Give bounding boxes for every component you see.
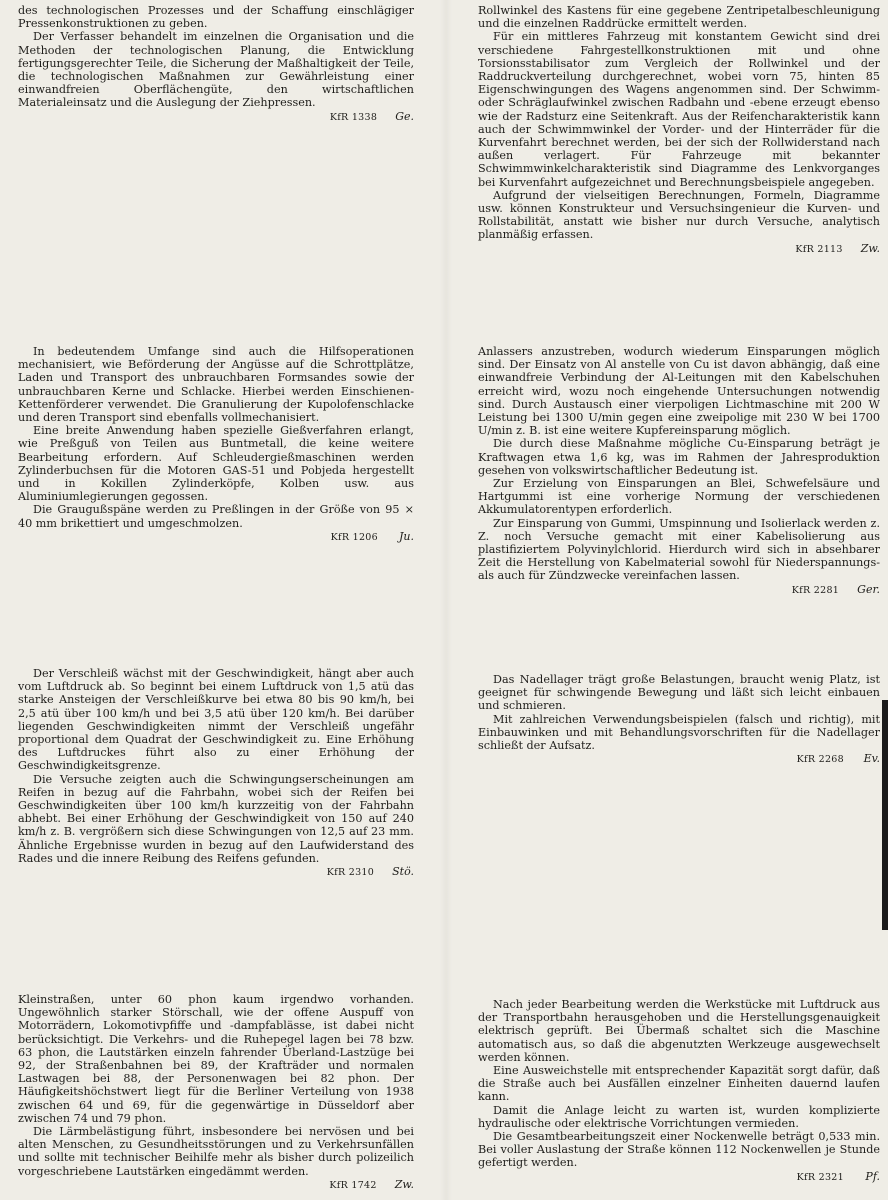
- abstract-paragraph: Das Nadellager trägt große Belastungen, braucht wenig Platz, ist geeignet für schwingende Bewegung und läßt sich leicht einbauen und schmieren.: [478, 673, 880, 713]
- reference-signature: [478, 583, 880, 597]
- reference-code: KfR 1338: [329, 111, 378, 123]
- author-initials: Zw.: [860, 241, 880, 255]
- abstract-paragraph: Die Lärmbelästigung führt, insbesondere bei nervösen und bei alten Menschen, zu Gesundheitsstörungen und zu Verkehrsunfällen und sollte mit technischer Beihilfe mehr als bisher durch polizeilich vorgeschriebene Lautstärken eingedämmt werden.: [18, 1125, 414, 1178]
- reference-signature: [18, 530, 414, 544]
- abstract-paragraph: Nach jeder Bearbeitung werden die Werkstücke mit Luftdruck aus der Transportbahn herausgehoben und die Herstellungsgenauigkeit elektrisch geprüft. Bei Übermaß schaltet sich die Maschine automatisch aus, so daß die abgenutzten Werkzeuge ausgewechselt werden können.: [478, 998, 880, 1064]
- reference-code: KfR 2113: [795, 243, 843, 255]
- abstract-paragraph: Anlassers anzustreben, wodurch wiederum Einsparungen möglich sind. Der Einsatz von Al anstelle von Cu ist davon abhängig, daß eine einwandfreie Verbindung der Al-Leitungen mit den Kabelschuhen erreicht wird, wozu noch eingehende Untersuchungen notwendig sind. Durch Austausch einer vierpoligen Lichtmaschine mit 200 W Leistung bei 1300 U/min gegen eine zweipolige mit 230 W bei 1700 U/min z. B. ist eine weitere Kupfereinsparung möglich.: [478, 345, 880, 438]
- reference-code: KfR 1742: [329, 1179, 377, 1191]
- author-initials: Zw.: [394, 1177, 414, 1191]
- abstract-paragraph: des technologischen Prozesses und der Schaffung einschlägiger Pressenkonstruktionen zu geben.: [18, 4, 414, 31]
- author-initials: Ger.: [857, 582, 880, 596]
- abstract-paragraph: Die Versuche zeigten auch die Schwingungserscheinungen am Reifen in bezug auf die Fahrbahn, wobei sich der Reifen bei Geschwindigkeiten über 100 km/h kurzzeitig von der Fahrbahn abhebt. Bei einer Erhöhung der Geschwindigkeit von 150 auf 240 km/h z. B. vergrößern sich diese Schwingungen von 12,5 auf 23 mm. Ähnliche Ergebnisse wurden in bezug auf den Laufwiderstand des Rades und die innere Reibung des Reifens gefunden.: [18, 772, 414, 865]
- author-initials: Pf.: [865, 1169, 880, 1183]
- author-initials: Ge.: [395, 109, 414, 123]
- author-initials: Ev.: [863, 752, 880, 766]
- abstract-paragraph: Eine breite Anwendung haben spezielle Gießverfahren erlangt, wie Preßguß von Teilen aus Buntmetall, die keine weitere Bearbeitung erfordern. Auf Schleudergießmaschinen werden Zylinderbuchsen für die Motoren GAS-51 und Pobjeda hergestellt und in Kokillen Zylinderköpfe, Kolben usw. aus Aluminiumlegierungen gegossen.: [18, 424, 414, 504]
- abstract-paragraph: Die durch diese Maßnahme mögliche Cu-Einsparung beträgt je Kraftwagen etwa 1,6 kg, was im Rahmen der Jahresproduktion gesehen von volkswirtschaftlicher Bedeutung ist.: [478, 437, 880, 477]
- reference-code: KfR 2321: [796, 1171, 844, 1183]
- abstract-block-1: [18, 4, 414, 124]
- abstract-block-4: [478, 345, 880, 597]
- reference-signature: [478, 1170, 880, 1184]
- abstract-paragraph: Eine Ausweichstelle mit entsprechender Kapazität sorgt dafür, daß die Straße auch bei Ausfällen einzelner Einheiten dauernd laufen kann.: [478, 1064, 880, 1104]
- reference-code: KfR 2281: [791, 584, 840, 596]
- abstract-paragraph: Die Gesamtbearbeitungszeit einer Nockenwelle beträgt 0,533 min. Bei voller Auslastung der Straße können 112 Nockenwellen je Stunde gefertigt werden.: [478, 1130, 880, 1170]
- page-edge-dark: [882, 700, 888, 930]
- abstract-paragraph: Der Verschleiß wächst mit der Geschwindigkeit, hängt aber auch vom Luftdruck ab. So beginnt bei einem Luftdruck von 1,5 atü das starke Ansteigen der Verschleißkurve bei etwa 80 bis 90 km/h, bei 2,5 atü über 100 km/h und bei 3,5 atü über 120 km/h. Bei darüber liegenden Geschwindigkeiten nimmt der Verschleiß ungefähr proportional dem Quadrat der Geschwindigkeit zu. Eine Erhöhung des Luftdruckes führt also zu einer Erhöhung der Geschwindigkeitsgrenze.: [18, 667, 414, 773]
- author-initials: Stö.: [392, 865, 414, 879]
- abstract-paragraph: Aufgrund der vielseitigen Berechnungen, Formeln, Diagramme usw. können Konstrukteur und Versuchsingenieur die Kurven- und Rollstabilität, anstatt wie bisher nur durch Versuche, analytisch planmäßig erfassen.: [478, 188, 880, 242]
- abstract-block-6: [478, 673, 880, 766]
- reference-code: KfR 1206: [330, 531, 378, 543]
- reference-signature: [478, 752, 880, 766]
- reference-signature: [478, 242, 880, 256]
- reference-signature: [18, 110, 414, 124]
- abstract-block-3: [18, 345, 414, 544]
- reference-signature: [18, 1178, 414, 1192]
- abstract-paragraph: Für ein mittleres Fahrzeug mit konstantem Gewicht sind drei verschiedene Fahrgestellkonstruktionen mit und ohne Torsionsstabilisator zum Vergleich der Rollwinkel und der Raddruckverteilung durchgerechnet, wobei vorn 75, hinten 85 Eigenschwingungen des Wagens angenommen sind. Der Schwimm- oder Schräglaufwinkel zwischen Radbahn und -ebene erzeugt ebenso wie der Radsturz eine Seitenkraft. Aus der Reifencharakteristik kann auch der Schwimmwinkel der Vorder- und der Hinterräder für die Kurvenfahrt berechnet werden, bei der sich der Rollwiderstand nach außen verlagert. Für Fahrzeuge mit bekannter Schwimmwinkelcharakteristik sind Diagramme des Lenkvorganges bei Kurvenfahrt aufgezeichnet und Berechnungsbeispiele angegeben.: [478, 30, 880, 189]
- abstract-paragraph: In bedeutendem Umfange sind auch die Hilfsoperationen mechanisiert, wie Beförderung der Angüsse auf die Schrottplätze, Laden und Transport des unbrauchbaren Formsandes sowie der unbrauchbaren Kerne und Schlacke. Hierbei werden Einschienen-Kettenförderer verwendet. Die Granulierung der Kupolofenschlacke und deren Transport sind ebenfalls vollmechanisiert.: [18, 345, 414, 425]
- abstract-paragraph: Kleinstraßen, unter 60 phon kaum irgendwo vorhanden. Ungewöhnlich starker Störschall, wie der offene Auspuff von Motorrädern, Lokomotivpfiffe und -dampfablässe, ist dabei nicht berücksichtigt. Die Verkehrs- und die Ruhepegel lagen bei 78 bzw. 63 phon, die Lautstärken einzeln fahrender Überland-Lastzüge bei 92, der Straßenbahnen bei 89, der Krafträder und normalen Lastwagen bei 88, der Personenwagen bei 82 phon. Der Häufigkeitshöchstwert liegt für die Berliner Verteilung von 1938 zwischen 64 und 69, für die gegenwärtige in Düsseldorf aber zwischen 74 und 79 phon.: [18, 993, 414, 1125]
- reference-signature: [18, 865, 414, 879]
- abstract-paragraph: Damit die Anlage leicht zu warten ist, wurden komplizierte hydraulische oder elektrische Vorrichtungen vermieden.: [478, 1103, 880, 1130]
- abstract-paragraph: Zur Einsparung von Gummi, Umspinnung und Isolierlack werden z. Z. noch Versuche gemacht mit einer Kabelisolierung aus plastifiziertem Polyvinylchlorid. Hierdurch wird sich in absehbarer Zeit die Herstellung von Kabelmaterial sowohl für Niederspannungs- als auch für Zündzwecke vereinfachen lassen.: [478, 516, 880, 583]
- abstract-paragraph: Mit zahlreichen Verwendungsbeispielen (falsch und richtig), mit Einbauwinken und mit Behandlungsvorschriften für die Nadellager schließt der Aufsatz.: [478, 712, 880, 753]
- abstract-block-7: [18, 993, 414, 1192]
- abstract-paragraph: Zur Erzielung von Einsparungen an Blei, Schwefelsäure und Hartgummi ist eine vorherige Normung der verschiedenen Akkumulatorentypen erforderlich.: [478, 477, 880, 517]
- abstract-paragraph: Rollwinkel des Kastens für eine gegebene Zentripetalbeschleunigung und die einzelnen Raddrücke ermittelt werden.: [478, 4, 880, 31]
- abstract-block-5: [18, 667, 414, 879]
- abstract-paragraph: Der Verfasser behandelt im einzelnen die Organisation und die Methoden der technologischen Planung, die Entwicklung fertigungsgerechter Teile, die Sicherung der Maßhaltigkeit der Teile, die technologischen Maßnahmen zur Gewährleistung einer einwandfreien Oberflächengüte, den wirtschaftlichen Materialeinsatz und die Auslegung der Ziehpressen.: [18, 30, 414, 110]
- abstract-block-2: [478, 4, 880, 256]
- abstract-paragraph: Die Graugußspäne werden zu Preßlingen in der Größe von 95 × 40 mm brikettiert und umgeschmolzen.: [18, 503, 414, 530]
- reference-code: KfR 2310: [326, 867, 375, 879]
- page-gutter: [440, 0, 452, 1200]
- reference-code: KfR 2268: [796, 754, 844, 766]
- author-initials: Ju.: [399, 529, 414, 543]
- abstract-block-8: [478, 998, 880, 1184]
